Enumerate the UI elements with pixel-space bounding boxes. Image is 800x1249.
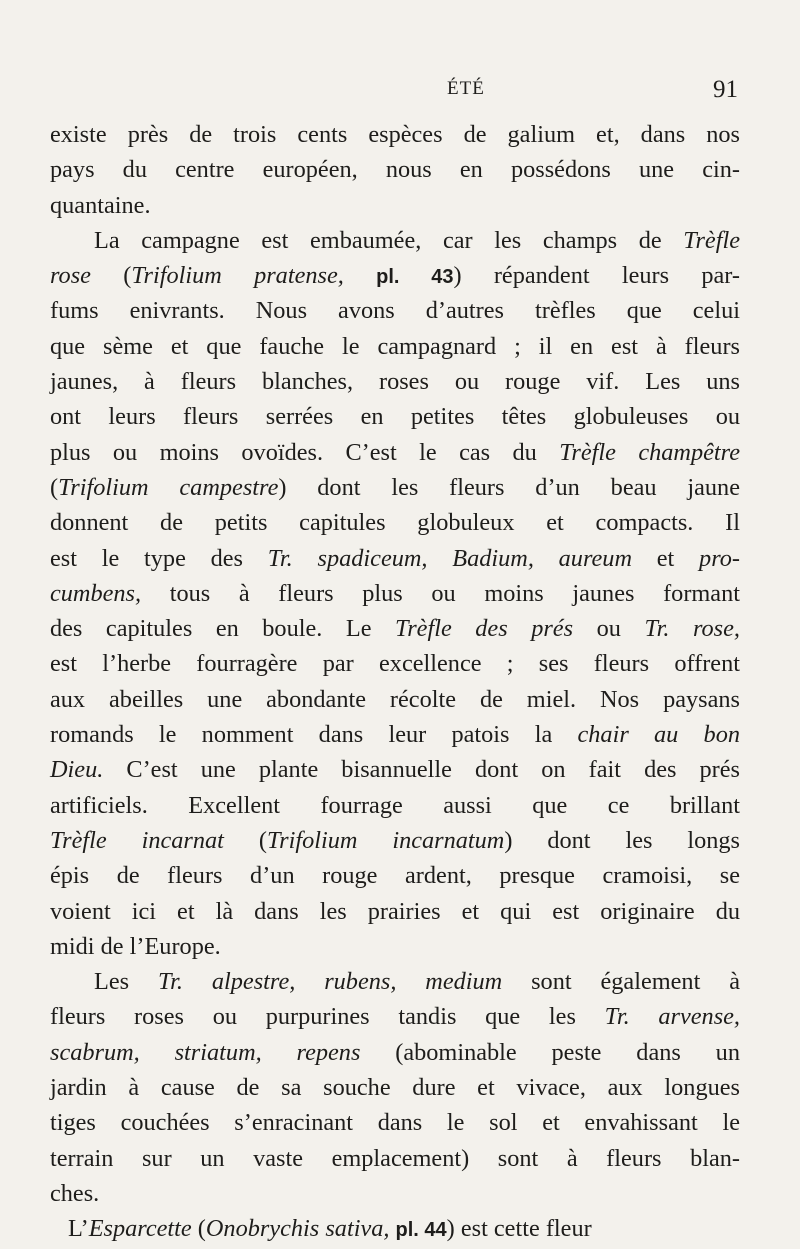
text-run: et [632,544,700,572]
text-line [50,1211,740,1246]
text-line [50,152,740,187]
text-run: ) dont les longs [504,826,741,854]
italic-run: pro- [699,544,740,572]
text-line [50,788,740,823]
text-run: épis de fleurs d’un rouge ardent, presque cramoisi, se [50,862,740,890]
text-run: jaunes, à fleurs blanches, roses ou rouge vif. Les uns [50,368,740,396]
text-line [50,999,740,1034]
text-run: existe près de trois cents espèces de galium et, dans nos [50,121,740,148]
text-line [50,258,740,293]
italic-run: Esparcette [88,1215,192,1243]
text-line [50,752,740,787]
text-run: sont également à [502,968,740,996]
page-number: 91 [713,76,738,103]
italic-run: Tr. alpestre, rubens, medium [157,968,503,996]
text-run: ( [223,826,267,854]
text-line [50,117,740,152]
text-run: terrain sur un vaste emplacement) sont à fleurs blan- [50,1144,740,1172]
italic-run: Trèfle champêtre [559,438,740,466]
italic-run: scabrum, striatum, repens [50,1038,361,1066]
italic-run: Tr. rose, [644,615,740,643]
text-run: ) dont les fleurs d’un beau jaune [278,473,740,501]
text-run: est l’herbe fourragère par excellence ; ses fleurs offrent [50,650,740,678]
italic-run: Trèfle des prés [395,615,574,643]
text-run: Les [94,968,158,996]
text-run: voient ici et là dans les prairies et qui est originaire du [50,897,740,925]
text-run: quantaine. [50,191,151,219]
text-run: fums enivrants. Nous avons d’autres trèfles que celui [50,297,740,325]
text-line [50,399,740,434]
text-run: fleurs roses ou purpurines tandis que les [50,1003,605,1031]
italic-run: Trifolium campestre [58,473,279,501]
text-line [50,1176,740,1211]
text-run: tiges couchées s’enracinant dans le sol et envahissant le [50,1109,740,1137]
text-line [50,1035,740,1070]
italic-run: Trifolium pratense, [131,262,344,290]
text-run: (abominable peste dans un [360,1038,740,1066]
text-line [50,364,740,399]
text-line [50,1141,740,1176]
italic-run: Trèfle incarnat [50,826,224,854]
text-run: pays du centre européen, nous en possédons une cin- [50,156,740,184]
text-run: ( [191,1215,206,1243]
text-line [50,823,740,858]
italic-run: Tr. arvense, [604,1003,741,1031]
body-text [50,117,740,1247]
italic-run: cumbens, [50,579,142,607]
text-run: tous à fleurs plus ou moins jaunes formant [141,579,740,607]
text-line [50,576,740,611]
text-run: midi de l’Europe. [50,932,221,960]
italic-run: Onobrychis sativa, [205,1215,390,1243]
running-head-title: ÉTÉ [447,78,485,99]
text-run: La campagne est embaumée, car les champs de [94,226,684,254]
italic-run: chair au bon [577,721,740,749]
italic-run: Trifolium incarnatum [266,826,505,854]
text-line [50,964,740,999]
text-run [344,262,376,289]
text-run: romands le nomment dans leur patois la [50,721,578,749]
plate-reference: pl. 44 [395,1219,447,1242]
text-run: donnent de petits capitules globuleux et compacts. Il [50,509,740,537]
italic-run: Trèfle [683,226,740,254]
text-line [50,541,740,576]
text-line [50,188,740,223]
text-run: plus ou moins ovoïdes. C’est le cas du [50,438,560,466]
text-run: C’est une plante bisannuelle dont on fait des prés [103,756,740,784]
text-line [50,682,740,717]
text-run: ou [573,615,645,643]
italic-run: Tr. spadiceum, Badium, aureum [267,544,632,572]
text-line [50,435,740,470]
text-run: aux abeilles une abondante récolte de miel. Nos paysans [50,685,740,713]
plate-reference: pl. 43 [376,266,454,289]
text-line [50,1070,740,1105]
text-run: ) est cette fleur [446,1215,592,1243]
text-run: est le type des [50,544,268,572]
text-line [50,505,740,540]
text-line [50,717,740,752]
text-line [50,470,740,505]
italic-run: Dieu. [50,756,104,784]
text-line [50,223,740,258]
text-run: des capitules en boule. Le [50,615,396,643]
text-line [50,611,740,646]
text-run: ( [90,262,132,290]
text-line [50,929,740,964]
text-line [50,1105,740,1140]
text-line [50,858,740,893]
text-line [50,329,740,364]
running-head [0,76,800,106]
text-run: ont leurs fleurs serrées en petites têtes globuleuses ou [50,403,740,431]
text-run: L’ [68,1215,89,1243]
text-run: ( [50,473,59,501]
text-run: jardin à cause de sa souche dure et vivace, aux longues [50,1074,740,1102]
text-run: que sème et que fauche le campagnard ; il en est à fleurs [50,332,740,360]
text-run: ches. [50,1179,100,1207]
text-line [50,293,740,328]
italic-run: rose [50,262,91,290]
text-run: artificiels. Excellent fourrage aussi que ce brillant [50,791,740,819]
text-line [50,646,740,681]
text-line [50,894,740,929]
text-run: ) répandent leurs par- [453,262,741,290]
